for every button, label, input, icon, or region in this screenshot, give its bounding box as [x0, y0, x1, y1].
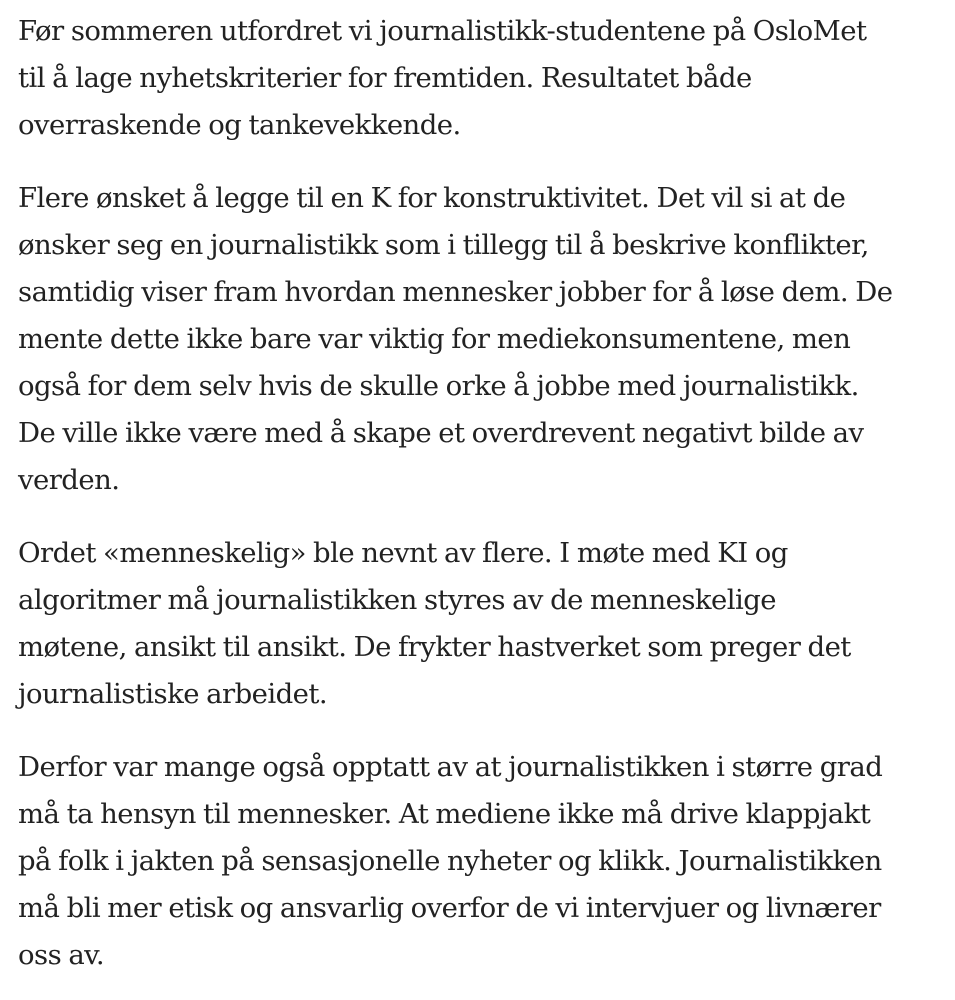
text-line: også for dem selv hvis de skulle orke å jobbe med journalistikk. [18, 370, 859, 402]
text-line: Flere ønsket å legge til en K for konstruktivitet. Det vil si at de [18, 182, 846, 214]
text-line: mente dette ikke bare var viktig for mediekonsumentene, men [18, 323, 851, 355]
text-line: Før sommeren utfordret vi journalistikk-studentene på OsloMet [18, 15, 867, 47]
text-line: De ville ikke være med å skape et overdrevent negativt bilde av [18, 417, 864, 449]
paragraph-4 [18, 744, 882, 979]
text-line: Ordet «menneskelig» ble nevnt av flere. I møte med KI og [18, 537, 788, 569]
text-line: journalistiske arbeidet. [18, 678, 328, 710]
paragraph-2 [18, 175, 893, 504]
text-line: ønsker seg en journalistikk som i tillegg til å beskrive konflikter, [18, 229, 869, 261]
text-line: samtidig viser fram hvordan mennesker jobber for å løse dem. De [18, 276, 893, 308]
text-line: algoritmer må journalistikken styres av de menneskelige [18, 584, 777, 616]
text-line: til å lage nyhetskriterier for fremtiden. Resultatet både [18, 62, 752, 94]
text-line: oss av. [18, 939, 105, 971]
text-line: på folk i jakten på sensasjonelle nyheter og klikk. Journalistikken [18, 845, 882, 877]
text-line: må ta hensyn til mennesker. At mediene ikke må drive klappjakt [18, 798, 871, 830]
text-line: Derfor var mange også opptatt av at journalistikken i større grad [18, 751, 883, 783]
text-line: overraskende og tankevekkende. [18, 109, 461, 141]
text-line: verden. [18, 464, 120, 496]
paragraph-3 [18, 530, 851, 718]
text-line: møtene, ansikt til ansikt. De frykter hastverket som preger det [18, 631, 851, 663]
text-line: må bli mer etisk og ansvarlig overfor de vi intervjuer og livnærer [18, 892, 881, 924]
paragraph-1 [18, 8, 866, 149]
